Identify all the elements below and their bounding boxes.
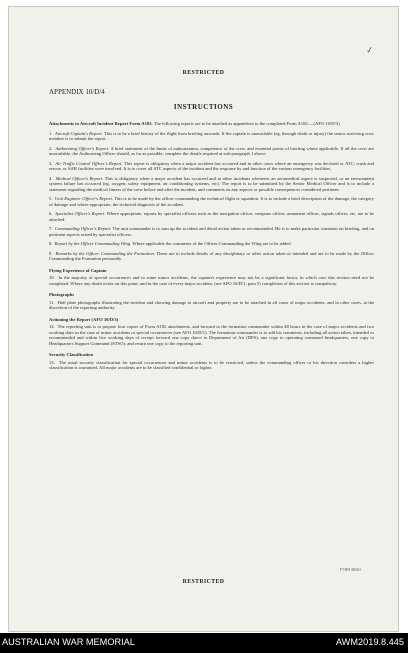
instruction-sections — [49, 268, 374, 371]
caption-accession: AWM2019.8.445 — [335, 637, 404, 647]
item-title: Commanding Officer's Report. — [54, 226, 112, 231]
instruction-item — [49, 131, 374, 142]
section-paragraph — [49, 324, 374, 346]
item-number: 8. — [49, 241, 53, 246]
section-paragraph — [49, 275, 374, 286]
section-number: 12. — [49, 324, 55, 329]
item-title: Specialist Officer's Report. — [55, 211, 106, 216]
section-text: Half plate photographs illustrating the incident and showing damage to aircraft and property are to be attached in all cases of major accidents, and in other cases, at the discretion of the reporting authority. — [49, 299, 374, 310]
item-title: Aircraft Captain's Report. — [54, 130, 103, 136]
item-number: 5. — [49, 196, 53, 201]
document-body — [49, 121, 374, 375]
instruction-item — [49, 251, 374, 262]
item-title: Remarks by the Officer Commanding the Formation. — [55, 250, 155, 256]
item-text: This is obligatory when a major accident has occurred and in other incidents whenever an aeromedical aspect is suspected, or an environment system failure has occurred (eg, oxygen, safety equipment, air conditioning systems, etc). The report is to be submitted by the Senior Medical Officer and is to include a statement regarding the medical fitness of the crew before and after the incident, and comments on any aspects or possible consequences considered pertinent. — [49, 175, 374, 192]
item-title: Medical Officer's Report. — [55, 175, 104, 181]
form-reference: F7/HH 450/63 — [340, 568, 361, 572]
instruction-item — [49, 176, 374, 193]
instruction-item — [49, 211, 374, 222]
intro-lead: Attachments to Aircraft Incident Report Form A182. — [49, 121, 153, 126]
item-number: 3. — [49, 160, 53, 166]
restricted-bottom-label: RESTRICTED — [182, 579, 225, 585]
item-number: 6. — [49, 211, 53, 216]
instruction-item — [49, 196, 374, 207]
item-text: This is to be made by the officer commanding the technical flight or squadron. It is to include a brief description of the damage, the category of damage and where appropriate, the technical diagnosis of the accident. — [49, 196, 374, 207]
instructions-heading: INSTRUCTIONS — [173, 103, 234, 111]
document-page — [8, 6, 399, 632]
section-number: 13. — [49, 359, 55, 365]
section-paragraph — [49, 360, 374, 371]
item-title: Air Traffic Control Officer's Report. — [55, 160, 123, 166]
item-text: Where appropriate, reports by specialist officers such as the navigation officer, weapons officer, armament officer, signals officer, etc, are to be attached. — [49, 211, 375, 222]
item-number: 9. — [49, 250, 53, 256]
section-number: 11. — [49, 299, 55, 305]
item-number: 7. — [49, 226, 53, 231]
caption-institution: AUSTRALIAN WAR MEMORIAL — [2, 637, 135, 647]
item-title: Report by the Officer Commanding Wing. — [54, 241, 132, 246]
item-number: 4. — [49, 175, 53, 181]
item-text: Where applicable the comments of the Officer Commanding the Wing are to be added. — [132, 241, 292, 246]
item-text: The unit commander is to sum up the accident and detail action taken or recommended. He is to make particular comment on briefing, and on pertinent aspects raised by specialist officers. — [49, 226, 374, 237]
item-text: A brief statement of the limits of authorization, competence of the crew, and essential points of briefing where applicable. If all the crew are unavailable, the Authorizing Officer should, as far as possible, complete the details required at sub-paragraph 1 above. — [49, 145, 374, 156]
section-number: 10. — [49, 275, 55, 280]
appendix-label: APPENDIX 10/D/4 — [49, 88, 105, 96]
instruction-item — [49, 161, 374, 172]
item-number: 1. — [49, 130, 53, 136]
section-text: The reporting unit is to prepare four copies of Form A182 attachments, and forward to the formation commander within 48 hours in the case of major accidents and two working days in the case of minor accidents or special occurrences (see AFO 10/D/1). The formation commander is to add his comments, including all action taken, intended or recommended and within five working days of receipt forward one copy direct to Department of Air (DFS), one copy to operating command headquarters, one copy to Headquarters Support Command (STSO), and return one copy to the reporting unit. — [49, 324, 374, 346]
instruction-item — [49, 146, 374, 157]
item-title: Unit Engineer Officer's Report. — [54, 196, 113, 201]
section-heading: Photographs — [49, 292, 75, 297]
section-paragraph — [49, 300, 374, 311]
caption-bar — [0, 633, 408, 653]
item-text: These are to include details of any disciplinary or other action taken or intended and are to be made by the Officer Commanding the Formation personally. — [49, 250, 374, 261]
item-text: This report is obligatory when a major accident has occurred and in other cases where an emergency was declared or ATC, crash and rescue, or SAR facilities were involved. It is to cover all ATC aspects of the incident and the response by and function of the various emergency facilities. — [49, 160, 374, 171]
item-text: This is to be a brief history of the flight from briefing onwards. If the captain is unavailable (eg, through death or injury) the senior surviving crew member is to submit the report. — [49, 130, 374, 141]
restricted-top-label: RESTRICTED — [182, 70, 225, 76]
section-text: In the majority of special occurrences and in some minor accidents, the captain's experience may not be a significant factor, in which case this section need not be completed. Where any doubt exists on this point, and in the case of every major accident, (see AFO 10/D/1, para 5) completion of this section is compulsory. — [49, 275, 374, 286]
section-heading: Actioning the Report (AFO 10/D/3) — [49, 316, 119, 322]
intro-text: The following reports are to be attached as appendices to the completed Form A182:—(AFO 10/D/3) — [153, 121, 340, 126]
handwritten-mark: ✓ — [365, 44, 375, 56]
instruction-item — [49, 226, 374, 237]
instruction-items — [49, 131, 374, 262]
item-title: Authorizing Officer's Report. — [55, 145, 110, 151]
section-heading: Flying Experience of Captain — [49, 267, 107, 273]
item-number: 2. — [49, 145, 53, 151]
section-text: The usual security classification for special occurrences and minor accidents is to be restricted, unless the commanding officer or his direction considers a higher classification is warranted. All major accidents are to be classified confidential or higher. — [49, 359, 374, 370]
section-heading: Security Classification — [49, 352, 94, 357]
intro-paragraph — [49, 121, 374, 127]
instruction-item — [49, 241, 374, 247]
